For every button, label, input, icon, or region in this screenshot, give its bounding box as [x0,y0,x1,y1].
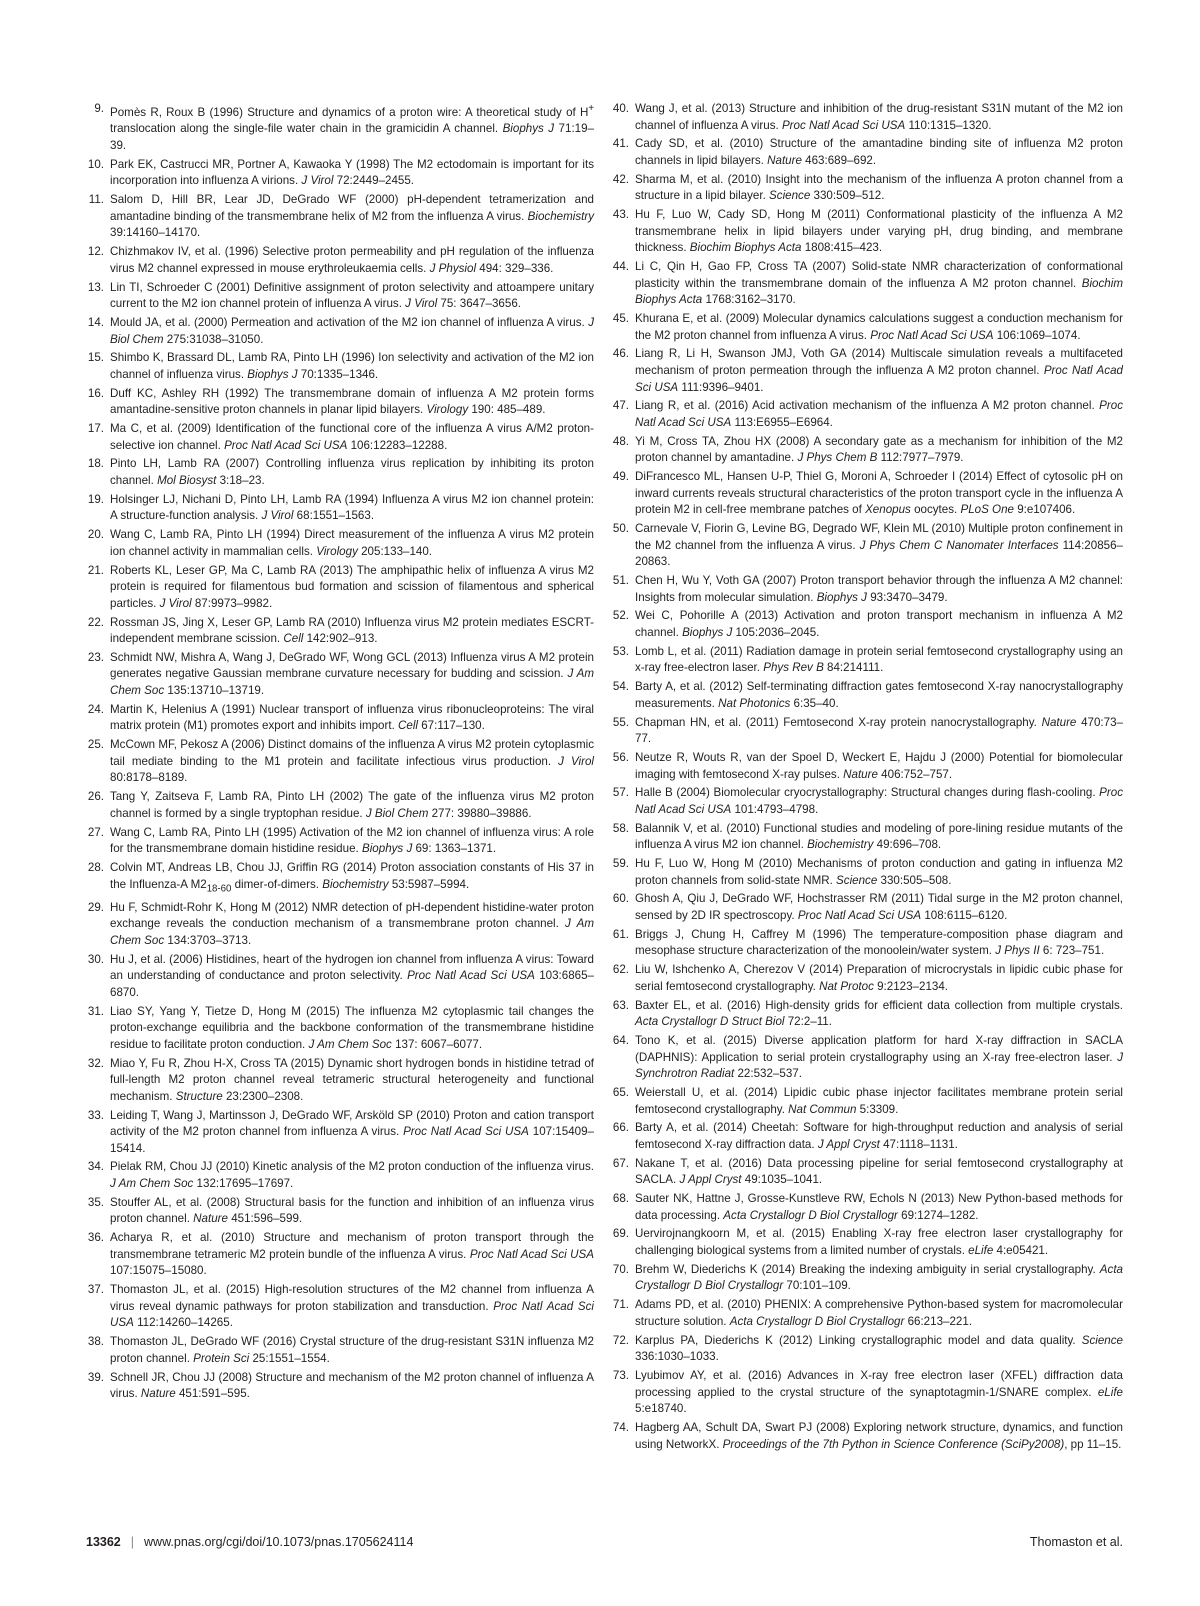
reference-item [611,1033,1123,1083]
reference-text: Wang C, Lamb RA, Pinto LH (1994) Direct measurement of the influenza A virus M2 protein ion channel activity in mammalian cells. Virology 205:133–140. [110,528,594,558]
reference-item [86,244,594,277]
reference-text: Balannik V, et al. (2010) Functional studies and modeling of pore-lining residue mutants of the influenza A virus M2 ion channel. Biochemistry 49:696–708. [635,821,1123,852]
reference-item [86,615,594,648]
reference-number: 59. [612,857,629,871]
reference-item [86,315,594,348]
reference-item [611,207,1123,257]
reference-text: Adams PD, et al. (2010) PHENIX: A comprehensive Python-based system for macromolecular structure solution. Acta Crystallogr D Biol Crystallogr 66:213–221. [635,1298,1123,1328]
reference-number: 55. [612,715,629,729]
reference-text: Ma C, et al. (2009) Identification of the functional core of the influenza A virus A/M2 proton-selective ion channel. Proc Natl Acad Sci USA 106:12283–12288. [110,422,594,452]
reference-number: 66. [612,1121,629,1135]
reference-number: 29. [87,900,104,914]
reference-number: 15. [87,351,104,365]
reference-number: 30. [87,952,104,966]
reference-number: 38. [87,1335,104,1349]
reference-number: 39. [87,1370,104,1384]
reference-item [611,927,1123,960]
reference-number: 44. [612,260,629,274]
reference-number: 20. [87,528,104,542]
reference-text: Baxter EL, et al. (2016) High-density grids for efficient data collection from multiple crystals. Acta Crystallogr D Struct Biol 72:2–11. [635,998,1123,1029]
reference-text: Pinto LH, Lamb RA (2007) Controlling influenza virus replication by inhibiting its proton channel. Mol Biosyst 3:18–23. [110,457,594,488]
reference-text: Liang R, et al. (2016) Acid activation mechanism of the influenza A M2 proton channel. Proc Natl Acad Sci USA 113:E6955–E6964. [635,399,1123,429]
reference-item [86,157,594,190]
reference-text: Ghosh A, Qiu J, DeGrado WF, Hochstrasser RM (2011) Tidal surge in the M2 proton channel, sensed by 2D IR spectroscopy. Proc Natl Acad Sci USA 108:6115–6120. [635,892,1123,923]
reference-text: Neutze R, Wouts R, van der Spoel D, Weckert E, Hajdu J (2000) Potential for biomolecular imaging with femtosecond X-ray pulses. Nature 406:752–757. [635,750,1123,781]
reference-number: 9. [94,102,104,115]
reference-number: 34. [87,1160,104,1174]
reference-item [86,563,594,613]
reference-item [611,469,1123,519]
reference-item [86,527,594,560]
reference-item [611,608,1123,641]
reference-item [611,434,1123,467]
reference-text: Pielak RM, Chou JJ (2010) Kinetic analysis of the M2 proton conduction of the influenza virus. J Am Chem Soc 132:17695–17697. [110,1160,594,1191]
reference-item [611,891,1123,924]
reference-number: 31. [87,1004,104,1018]
reference-text: Stouffer AL, et al. (2008) Structural basis for the function and inhibition of an influenza virus proton channel. Nature 451:596–599. [110,1195,594,1226]
reference-item [611,856,1123,889]
reference-item [86,1195,594,1228]
reference-item [611,1368,1123,1418]
reference-text: Lyubimov AY, et al. (2016) Advances in X-ray free electron laser (XFEL) diffraction data processing applied to the crystal structure of the synaptotagmin-1/SNARE complex. eLife 5:e18740. [635,1368,1123,1416]
reference-number: 65. [612,1085,629,1099]
reference-text: Colvin MT, Andreas LB, Chou JJ, Griffin RG (2014) Proton association constants of His 37 in the Influenza-A $M2_{18-60}$ dimer-of-dimers. Biochemistry 53:5987–5994. [110,860,594,894]
reference-number: 68. [612,1192,629,1206]
reference-item [611,962,1123,995]
reference-item [611,1297,1123,1330]
reference-text: McCown MF, Pekosz A (2006) Distinct domains of the influenza A virus M2 protein cytoplasmic tail mediate binding to the M1 protein and facilitate infectious virus production. J Virol 80:8178–8189. [110,738,594,785]
reference-item [86,1282,594,1332]
reference-item [86,1056,594,1106]
reference-item [611,679,1123,712]
reference-text: Lomb L, et al. (2011) Radiation damage in protein serial femtosecond crystallography using an x-ray free-electron laser. Phys Rev B 84:214111. [635,644,1123,675]
reference-item [86,101,594,155]
reference-text: Wang J, et al. (2013) Structure and inhibition of the drug-resistant S31N mutant of the M2 ion channel of influenza A virus. Proc Natl Acad Sci USA 110:1315–1320. [635,102,1123,132]
reference-number: 36. [87,1231,104,1245]
reference-number: 64. [612,1033,629,1047]
reference-number: 60. [612,892,629,906]
reference-item [611,172,1123,205]
reference-number: 41. [612,137,629,151]
reference-item [86,492,594,525]
reference-text: Shimbo K, Brassard DL, Lamb RA, Pinto LH (1996) Ion selectivity and activation of the M2 ion channel of influenza virus. Biophys J 70:1335–1346. [110,351,594,381]
reference-number: 74. [612,1420,629,1434]
reference-number: 70. [612,1262,629,1276]
reference-text: Acharya R, et al. (2010) Structure and mechanism of proton transport through the transmembrane tetrameric M2 protein bundle of the influenza A virus. Proc Natl Acad Sci USA 107:15075–15080. [110,1231,594,1278]
reference-number: 56. [612,750,629,764]
reference-number: 35. [87,1195,104,1209]
reference-text: Weierstall U, et al. (2014) Lipidic cubic phase injector facilitates membrane protein serial femtosecond crystallography. Nat Commun 5:3309. [635,1085,1123,1116]
reference-item [611,1191,1123,1224]
doi-link[interactable]: www.pnas.org/cgi/doi/10.1073/pnas.1705624114 [144,1535,414,1549]
reference-text: Chen H, Wu Y, Voth GA (2007) Proton transport behavior through the influenza A M2 channel: Insights from molecular simulation. Biophys J 93:3470–3479. [635,574,1123,604]
reference-text: Briggs J, Chung H, Caffrey M (1996) The temperature-composition phase diagram and mesophase structure characterization of the monoolein/water system. J Phys II 6: 723–751. [635,927,1123,958]
reference-text: Brehm W, Diederichs K (2014) Breaking the indexing ambiguity in serial crystallography. Acta Crystallogr D Biol Crystallogr 70:101–109. [635,1262,1123,1293]
reference-number: 53. [612,644,629,658]
reference-number: 71. [612,1298,629,1312]
reference-item [611,1333,1123,1366]
reference-text: Pomès R, Roux B (1996) Structure and dynamics of a proton wire: A theoretical study of H+ translocation along the single-file water chain in the gramicidin A channel. Biophys J 71:19–39. [110,103,595,153]
reference-text: Tono K, et al. (2015) Diverse application platform for hard X-ray diffraction in SACLA (DAPHNIS): Application to serial protein crystallography using an X-ray free-electron laser. J Synchrotron Radiat 22:532–537. [635,1033,1123,1081]
reference-number: 18. [87,457,104,471]
reference-text: Yi M, Cross TA, Zhou HX (2008) A secondary gate as a mechanism for inhibition of the M2 proton channel by amantadine. J Phys Chem B 112:7977–7979. [635,434,1123,465]
reference-item [86,650,594,700]
reference-number: 17. [87,422,104,436]
reference-text: Leiding T, Wang J, Martinsson J, DeGrado WF, Arsköld SP (2010) Proton and cation transport activity of the M2 proton channel from influenza A virus. Proc Natl Acad Sci USA 107:15409–15414. [110,1108,594,1155]
reference-item [611,521,1123,571]
reference-item [611,644,1123,677]
reference-text: Wang C, Lamb RA, Pinto LH (1995) Activation of the M2 ion channel of influenza virus: A role for the transmembrane domain histidine residue. Biophys J 69: 1363–1371. [110,825,594,856]
reference-number: 26. [87,790,104,804]
reference-number: 69. [612,1227,629,1241]
reference-item [611,398,1123,431]
reference-text: Halle B (2004) Biomolecular cryocrystallography: Structural changes during flash-cooling. Proc Natl Acad Sci USA 101:4793–4798. [635,786,1123,816]
reference-number: 51. [612,574,629,588]
reference-number: 67. [612,1156,629,1170]
reference-text: DiFrancesco ML, Hansen U-P, Thiel G, Moroni A, Schroeder I (2014) Effect of cytosolic pH on inward currents reveals structural characteristics of the proton transport cycle in the influenza A protein M2 in cell-free membrane patches of Xenopus oocytes. PLoS One 9:e107406. [635,470,1123,517]
reference-item [611,136,1123,169]
reference-item [611,346,1123,396]
page-footer [86,1535,1123,1549]
reference-text: Liang R, Li H, Swanson JMJ, Voth GA (2014) Multiscale simulation reveals a multifaceted mechanism of proton permeation through the influenza A M2 proton channel. Proc Natl Acad Sci USA 111:9396–9401. [635,347,1123,394]
reference-item [86,789,594,822]
reference-number: 37. [87,1283,104,1297]
reference-text: Thomaston JL, et al. (2015) High-resolution structures of the M2 channel from influenza A virus reveal dynamic pathways for proton stabilization and transduction. Proc Natl Acad Sci USA 112:14260–14265. [110,1283,594,1330]
reference-text: Schmidt NW, Mishra A, Wang J, DeGrado WF, Wong GCL (2013) Influenza virus A M2 protein generates negative Gaussian membrane curvature necessary for budding and scission. J Am Chem Soc 135:13710–13719. [110,650,594,698]
reference-text: Roberts KL, Leser GP, Ma C, Lamb RA (2013) The amphipathic helix of influenza A virus M2 protein is required for filamentous bud formation and scission of filamentous and spherical particles. J Virol 87:9973–9982. [110,563,594,610]
reference-number: 23. [87,650,104,664]
reference-number: 28. [87,860,104,874]
reference-text: Park EK, Castrucci MR, Portner A, Kawaoka Y (1998) The M2 ectodomain is important for its incorporation into influenza A virions. J Virol 72:2449–2455. [110,157,594,188]
reference-item [611,1262,1123,1295]
reference-number: 61. [612,927,629,941]
reference-item [611,1085,1123,1118]
reference-item [611,750,1123,783]
reference-number: 11. [88,193,104,207]
reference-item [86,702,594,735]
reference-item [86,1004,594,1054]
reference-item [611,311,1123,344]
reference-text: Miao Y, Fu R, Zhou H-X, Cross TA (2015) Dynamic short hydrogen bonds in histidine tetrad of full-length M2 proton channel reveal tetrameric structural heterogeneity and functional mechanism. Structure 23:2300–2308. [110,1056,594,1103]
reference-text: Rossman JS, Jing X, Leser GP, Lamb RA (2010) Influenza virus M2 protein mediates ESCRT-independent membrane scission. Cell 142:902–913. [110,615,594,646]
reference-text: Martin K, Helenius A (1991) Nuclear transport of influenza virus ribonucleoproteins: The viral matrix protein (M1) promotes export and inhibits import. Cell 67:117–130. [110,702,594,733]
reference-text: Barty A, et al. (2014) Cheetah: Software for high-throughput reduction and analysis of serial femtosecond X-ray diffraction data. J Appl Cryst 47:1118–1131. [635,1121,1123,1151]
reference-number: 52. [612,609,629,623]
reference-item [86,1370,594,1403]
reference-list-right [611,101,1123,1455]
reference-text: Sauter NK, Hattne J, Grosse-Kunstleve RW, Echols N (2013) New Python-based methods for data processing. Acta Crystallogr D Biol Crystallogr 69:1274–1282. [635,1192,1123,1222]
reference-item [86,825,594,858]
reference-text: Carnevale V, Fiorin G, Levine BG, Degrado WF, Klein ML (2010) Multiple proton confinement in the M2 channel from the influenza A virus. J Phys Chem C Nanomater Interfaces 114:20856–20863. [635,522,1123,569]
reference-text: Cady SD, et al. (2010) Structure of the amantadine binding site of influenza M2 proton channels in lipid bilayers. Nature 463:689–692. [635,137,1123,167]
reference-number: 10. [87,157,104,171]
reference-number: 42. [612,172,629,186]
reference-number: 25. [87,738,104,752]
reference-item [611,998,1123,1031]
reference-item [611,101,1123,134]
reference-text: Chizhmakov IV, et al. (1996) Selective proton permeability and pH regulation of the influenza virus M2 channel expressed in mouse erythroleukaemia cells. J Physiol 494: 329–336. [110,245,594,275]
reference-item [86,192,594,242]
reference-number: 63. [612,998,629,1012]
reference-number: 57. [612,786,629,800]
reference-number: 19. [87,492,104,506]
reference-item [86,386,594,419]
reference-item [611,821,1123,854]
reference-number: 22. [87,615,104,629]
reference-item [86,952,594,1002]
reference-text: Sharma M, et al. (2010) Insight into the mechanism of the influenza A proton channel from a structure in a lipid bilayer. Science 330:509–512. [635,172,1123,203]
reference-item [86,737,594,787]
reference-number: 58. [612,821,629,835]
reference-item [611,573,1123,606]
reference-item [86,421,594,454]
reference-number: 46. [612,347,629,361]
reference-text: Hu F, Luo W, Cady SD, Hong M (2011) Conformational plasticity of the influenza A M2 transmembrane helix in lipid bilayers under varying pH, drug binding, and membrane thickness. Biochim Biophys Acta 1808:415–423. [635,208,1123,255]
reference-text: Liao SY, Yang Y, Tietze D, Hong M (2015) The influenza M2 cytoplasmic tail changes the proton-exchange equilibria and the backbone conformation of the transmembrane histidine residue to facilitate proton conduction. J Am Chem Soc 137: 6067–6077. [110,1004,594,1051]
reference-item [611,785,1123,818]
reference-item [86,1108,594,1158]
reference-number: 49. [612,470,629,484]
reference-number: 50. [612,522,629,536]
reference-text: Liu W, Ishchenko A, Cherezov V (2014) Preparation of microcrystals in lipidic cubic phase for serial femtosecond crystallography. Nat Protoc 9:2123–2134. [635,963,1123,993]
reference-item [86,456,594,489]
reference-number: 14. [87,315,104,329]
reference-number: 62. [612,963,629,977]
reference-text: Lin TI, Schroeder C (2001) Definitive assignment of proton selectivity and attoampere unitary current to the M2 ion channel protein of influenza A virus. J Virol 75: 3647–3656. [110,280,594,311]
reference-item [86,1159,594,1192]
reference-number: 54. [612,680,629,694]
reference-number: 12. [87,245,104,259]
reference-number: 16. [87,386,104,400]
reference-text: Tang Y, Zaitseva F, Lamb RA, Pinto LH (2002) The gate of the influenza virus M2 proton channel is formed by a single tryptophan residue. J Biol Chem 277: 39880–39886. [110,790,594,820]
reference-item [611,1156,1123,1189]
reference-item [611,259,1123,309]
reference-item [86,1334,594,1367]
reference-number: 72. [612,1333,629,1347]
reference-item [86,1230,594,1280]
reference-item [86,350,594,383]
reference-number: 21. [87,563,104,577]
reference-text: Nakane T, et al. (2016) Data processing pipeline for serial femtosecond crystallography at SACLA. J Appl Cryst 49:1035–1041. [635,1156,1123,1187]
reference-number: 47. [612,399,629,413]
reference-text: Hu F, Schmidt-Rohr K, Hong M (2012) NMR detection of pH-dependent histidine-water proton exchange reveals the conduction mechanism of a transmembrane proton channel. J Am Chem Soc 134:3703–3713. [110,900,594,947]
reference-text: Chapman HN, et al. (2011) Femtosecond X-ray protein nanocrystallography. Nature 470:73–77. [635,715,1123,746]
reference-number: 48. [612,434,629,448]
reference-text: Duff KC, Ashley RH (1992) The transmembrane domain of influenza A M2 protein forms amantadine-sensitive proton channels in planar lipid bilayers. Virology 190: 485–489. [110,386,594,417]
reference-number: 32. [87,1056,104,1070]
reference-number: 13. [87,280,104,294]
reference-item [86,280,594,313]
reference-text: Wei C, Pohorille A (2013) Activation and proton transport mechanism in influenza A M2 channel. Biophys J 105:2036–2045. [635,609,1123,640]
reference-number: 45. [612,312,629,326]
reference-text: Khurana E, et al. (2009) Molecular dynamics calculations suggest a conduction mechanism for the M2 proton channel from influenza A virus. Proc Natl Acad Sci USA 106:1069–1074. [635,312,1123,342]
reference-item [86,900,594,950]
reference-text: Karplus PA, Diederichs K (2012) Linking crystallographic model and data quality. Science 336:1030–1033. [635,1333,1123,1364]
reference-text: Hagberg AA, Schult DA, Swart PJ (2008) Exploring network structure, dynamics, and function using NetworkX. Proceedings of the 7th Python in Science Conference (SciPy2008), pp 11–15. [635,1420,1123,1451]
reference-text: Barty A, et al. (2012) Self-terminating diffraction gates femtosecond X-ray nanocrystallography measurements. Nat Photonics 6:35–40. [635,680,1123,710]
reference-number: 24. [87,702,104,716]
page-number: 13362 [86,1535,121,1549]
reference-item [611,1420,1123,1453]
reference-item [611,1226,1123,1259]
reference-item [86,860,594,898]
reference-text: Hu F, Luo W, Hong M (2010) Mechanisms of proton conduction and gating in influenza M2 proton channels from solid-state NMR. Science 330:505–508. [635,857,1123,887]
running-authors: Thomaston et al. [1029,1535,1123,1549]
reference-text: Schnell JR, Chou JJ (2008) Structure and mechanism of the M2 proton channel of influenza A virus. Nature 451:591–595. [110,1370,594,1401]
reference-text: Salom D, Hill BR, Lear JD, DeGrado WF (2000) pH-dependent tetramerization and amantadine binding of the transmembrane helix of M2 from the influenza A virus. Biochemistry 39:14160–14170. [110,193,594,240]
reference-text: Uervirojnangkoorn M, et al. (2015) Enabling X-ray free electron laser crystallography for challenging biological systems from a limited number of crystals. eLife 4:e05421. [635,1227,1123,1258]
reference-text: Thomaston JL, DeGrado WF (2016) Crystal structure of the drug-resistant S31N influenza M2 proton channel. Protein Sci 25:1551–1554. [110,1335,594,1365]
reference-text: Mould JA, et al. (2000) Permeation and activation of the M2 ion channel of influenza A virus. J Biol Chem 275:31038–31050. [110,315,594,346]
reference-text: Holsinger LJ, Nichani D, Pinto LH, Lamb RA (1994) Influenza A virus M2 ion channel protein: A structure-function analysis. J Virol 68:1551–1563. [110,492,594,523]
reference-text: Li C, Qin H, Gao FP, Cross TA (2007) Solid-state NMR characterization of conformational plasticity within the transmembrane domain of the influenza A M2 proton channel. Biochim Biophys Acta 1768:3162–3170. [635,260,1123,307]
reference-list-left [86,101,594,1405]
reference-number: 73. [612,1368,629,1382]
reference-number: 27. [87,825,104,839]
reference-item [611,1120,1123,1153]
footer-separator: | [130,1535,135,1549]
reference-number: 43. [612,208,629,222]
reference-number: 33. [87,1108,104,1122]
reference-number: 40. [612,102,629,115]
reference-item [611,715,1123,748]
reference-text: Hu J, et al. (2006) Histidines, heart of the hydrogen ion channel from influenza A virus: Toward an understanding of conductance and proton selectivity. Proc Natl Acad Sci USA 103:6865–6870. [110,952,594,999]
